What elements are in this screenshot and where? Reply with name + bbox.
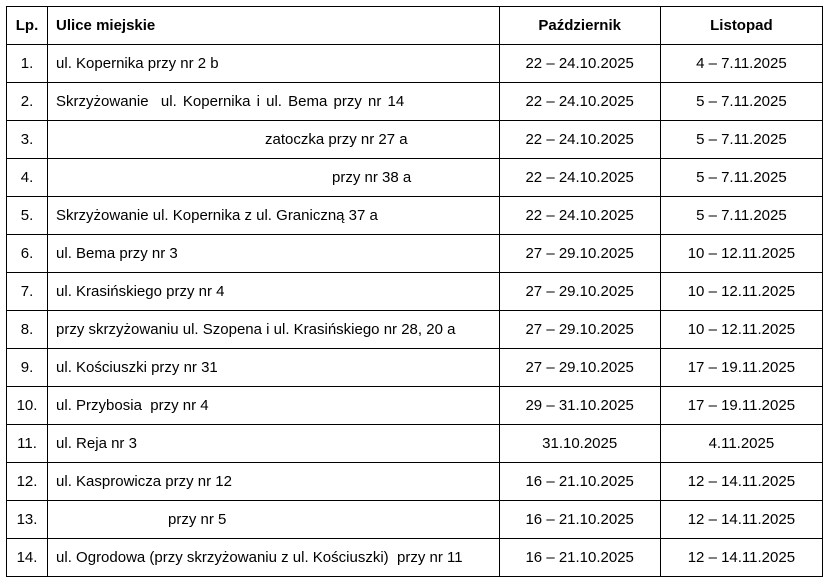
table-row	[7, 349, 823, 387]
row-number: 8.	[7, 311, 48, 349]
row-october-dates: 22 – 24.10.2025	[499, 197, 660, 235]
row-street: przy skrzyżowaniu ul. Szopena i ul. Krasińskiego nr 28, 20 a	[48, 311, 500, 349]
table-row	[7, 45, 823, 83]
table-row	[7, 387, 823, 425]
row-november-dates: 12 – 14.11.2025	[660, 539, 822, 577]
row-november-dates: 5 – 7.11.2025	[660, 83, 822, 121]
row-number: 3.	[7, 121, 48, 159]
table-row	[7, 425, 823, 463]
row-number: 7.	[7, 273, 48, 311]
table-row	[7, 235, 823, 273]
row-number: 12.	[7, 463, 48, 501]
row-october-dates: 27 – 29.10.2025	[499, 311, 660, 349]
row-number: 13.	[7, 501, 48, 539]
row-november-dates: 17 – 19.11.2025	[660, 349, 822, 387]
row-october-dates: 22 – 24.10.2025	[499, 45, 660, 83]
row-number: 1.	[7, 45, 48, 83]
row-street: ul. Kasprowicza przy nr 12	[48, 463, 500, 501]
table-row	[7, 463, 823, 501]
row-number: 10.	[7, 387, 48, 425]
row-october-dates: 22 – 24.10.2025	[499, 83, 660, 121]
row-street: ul. Kościuszki przy nr 31	[48, 349, 500, 387]
table-row	[7, 311, 823, 349]
table-header-row	[7, 7, 823, 45]
row-number: 2.	[7, 83, 48, 121]
row-november-dates: 17 – 19.11.2025	[660, 387, 822, 425]
row-street: zatoczka przy nr 27 a	[48, 121, 500, 159]
table-row	[7, 273, 823, 311]
row-november-dates: 5 – 7.11.2025	[660, 159, 822, 197]
row-october-dates: 16 – 21.10.2025	[499, 501, 660, 539]
row-number: 5.	[7, 197, 48, 235]
schedule-table	[6, 6, 823, 577]
row-october-dates: 27 – 29.10.2025	[499, 273, 660, 311]
row-street: ul. Przybosia przy nr 4	[48, 387, 500, 425]
row-november-dates: 5 – 7.11.2025	[660, 121, 822, 159]
row-november-dates: 10 – 12.11.2025	[660, 235, 822, 273]
row-number: 11.	[7, 425, 48, 463]
row-november-dates: 4 – 7.11.2025	[660, 45, 822, 83]
row-october-dates: 16 – 21.10.2025	[499, 463, 660, 501]
row-number: 9.	[7, 349, 48, 387]
row-street: ul. Ogrodowa (przy skrzyżowaniu z ul. Kościuszki) przy nr 11	[48, 539, 500, 577]
row-number: 14.	[7, 539, 48, 577]
header-november: Listopad	[660, 7, 822, 45]
row-november-dates: 10 – 12.11.2025	[660, 273, 822, 311]
row-street: Skrzyżowanie ul. Kopernika i ul. Bema przy nr 14	[48, 83, 500, 121]
row-number: 4.	[7, 159, 48, 197]
row-street: ul. Kopernika przy nr 2 b	[48, 45, 500, 83]
row-number: 6.	[7, 235, 48, 273]
table-row	[7, 159, 823, 197]
row-november-dates: 12 – 14.11.2025	[660, 463, 822, 501]
row-october-dates: 31.10.2025	[499, 425, 660, 463]
row-street: Skrzyżowanie ul. Kopernika z ul. Graniczną 37 a	[48, 197, 500, 235]
row-october-dates: 22 – 24.10.2025	[499, 121, 660, 159]
row-october-dates: 29 – 31.10.2025	[499, 387, 660, 425]
header-october: Październik	[499, 7, 660, 45]
table-row	[7, 501, 823, 539]
row-november-dates: 4.11.2025	[660, 425, 822, 463]
table-row	[7, 83, 823, 121]
row-november-dates: 10 – 12.11.2025	[660, 311, 822, 349]
row-november-dates: 5 – 7.11.2025	[660, 197, 822, 235]
row-october-dates: 27 – 29.10.2025	[499, 349, 660, 387]
row-street: ul. Reja nr 3	[48, 425, 500, 463]
row-street: przy nr 38 a	[48, 159, 500, 197]
header-lp: Lp.	[7, 7, 48, 45]
table-row	[7, 197, 823, 235]
table-row	[7, 121, 823, 159]
row-november-dates: 12 – 14.11.2025	[660, 501, 822, 539]
row-street: ul. Bema przy nr 3	[48, 235, 500, 273]
header-street: Ulice miejskie	[48, 7, 500, 45]
row-october-dates: 16 – 21.10.2025	[499, 539, 660, 577]
row-october-dates: 22 – 24.10.2025	[499, 159, 660, 197]
row-street: ul. Krasińskiego przy nr 4	[48, 273, 500, 311]
row-street: przy nr 5	[48, 501, 500, 539]
table-row	[7, 539, 823, 577]
row-october-dates: 27 – 29.10.2025	[499, 235, 660, 273]
